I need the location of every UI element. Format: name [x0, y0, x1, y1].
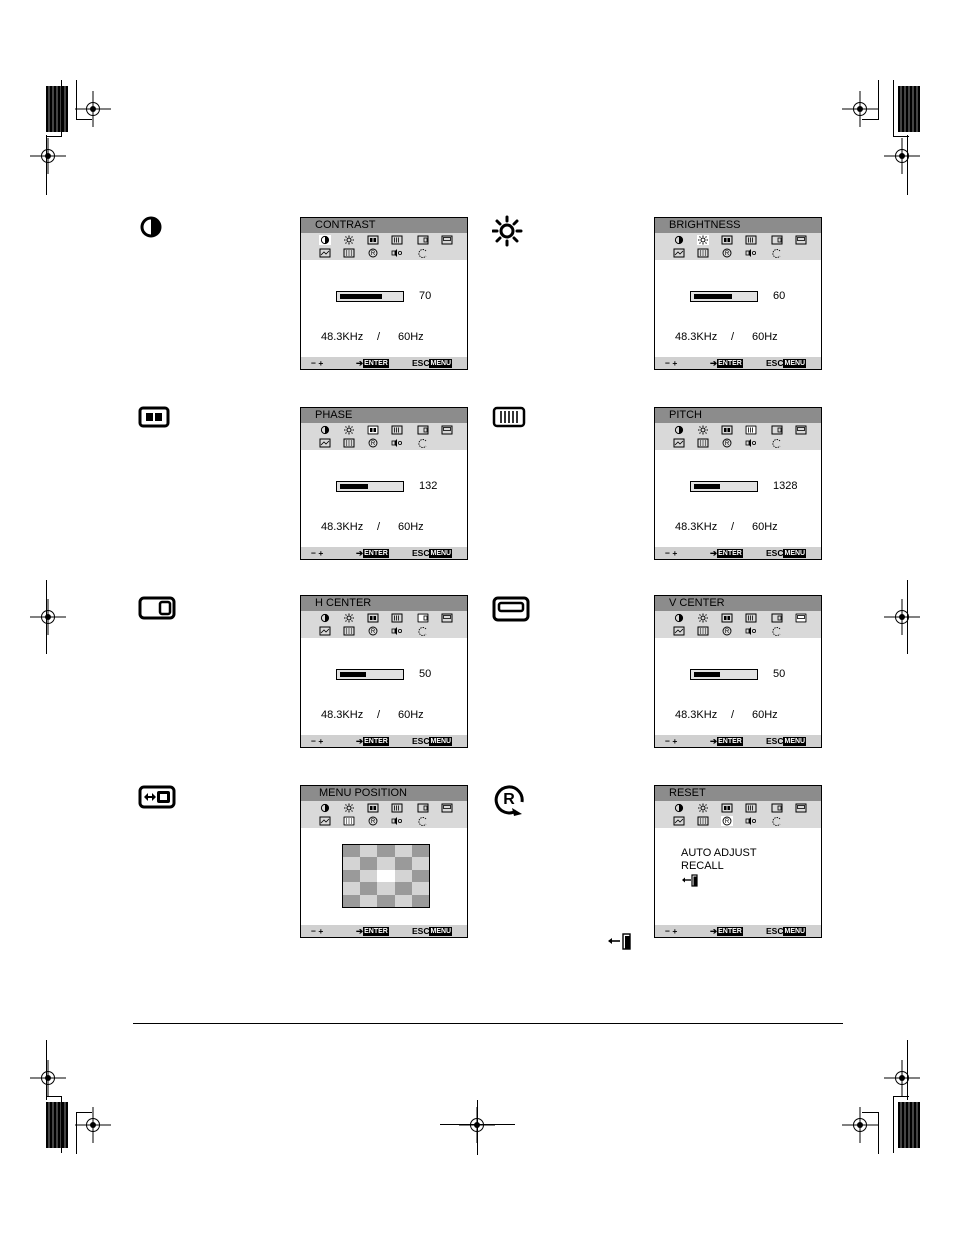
position-cell[interactable] [377, 870, 394, 882]
position-cell[interactable] [360, 882, 377, 894]
osd-exit-icon[interactable] [417, 248, 429, 258]
osd-phase-icon[interactable] [721, 803, 733, 813]
position-grid [342, 844, 430, 908]
exit-icon [606, 932, 636, 954]
esc-hint: ESCMENU [766, 926, 806, 936]
registration-target [895, 1071, 909, 1085]
enter-hint: ➔ENTER [710, 358, 742, 368]
osd-title: CONTRAST [315, 219, 376, 231]
svg-text:R: R [724, 251, 730, 258]
osd-phase-icon[interactable] [721, 235, 733, 245]
esc-hint: ESCMENU [412, 548, 452, 558]
pitch-osd-panel [654, 407, 822, 560]
osd-color-icon[interactable] [391, 816, 403, 826]
osd-contrast-icon[interactable] [673, 613, 685, 623]
brightness-value: 60 [773, 290, 786, 302]
osd-reset-icon[interactable] [721, 248, 733, 258]
osd-color-icon[interactable] [391, 626, 403, 636]
registration-blob [46, 1102, 68, 1148]
enter-hint: ➔ENTER [356, 358, 388, 368]
svg-text:R: R [724, 629, 730, 636]
v-frequency: 60Hz [398, 709, 424, 721]
osd-icon-bar [655, 801, 821, 828]
h-frequency: 48.3KHz [321, 709, 364, 721]
osd-hcenter-icon[interactable] [771, 235, 783, 245]
osd-footer [301, 357, 467, 369]
osd-menupos-icon[interactable] [319, 816, 331, 826]
osd-title: MENU POSITION [319, 787, 408, 799]
osd-menupos-icon[interactable] [319, 438, 331, 448]
osd-title-bar [655, 218, 821, 233]
adjust-hint: − + [665, 926, 678, 936]
recall-option[interactable]: RECALL [681, 860, 724, 872]
svg-text:R: R [370, 441, 376, 448]
osd-menupos-icon[interactable] [319, 626, 331, 636]
osd-exit-icon[interactable] [771, 816, 783, 826]
contrast-value: 70 [419, 290, 432, 302]
esc-hint: ESCMENU [766, 548, 806, 558]
v-frequency: 60Hz [398, 331, 424, 343]
h-center-icon [138, 594, 182, 638]
osd-pitch-icon[interactable] [745, 613, 757, 623]
osd-contrast-icon[interactable] [319, 803, 331, 813]
osd-color-icon[interactable] [391, 438, 403, 448]
osd-title-bar [301, 408, 467, 423]
osd-brightness-icon[interactable] [343, 613, 355, 623]
v-frequency: 60Hz [752, 709, 778, 721]
enter-hint: ➔ENTER [710, 548, 742, 558]
osd-hcenter-icon[interactable] [771, 425, 783, 435]
osd-footer [301, 925, 467, 937]
position-cell[interactable] [343, 870, 360, 882]
osd-reset-icon[interactable] [367, 816, 379, 826]
v-frequency: 60Hz [398, 521, 424, 533]
registration-target [86, 1118, 100, 1132]
vcenter-osd-panel [654, 595, 822, 748]
frequency-separator: / [377, 709, 381, 721]
enter-hint: ➔ENTER [710, 926, 742, 936]
osd-pitch-icon[interactable] [391, 235, 403, 245]
osd-reset-icon[interactable] [367, 626, 379, 636]
position-cell[interactable] [412, 845, 429, 857]
slider-fill [694, 672, 720, 677]
position-cell[interactable] [377, 857, 394, 869]
h-frequency: 48.3KHz [675, 521, 718, 533]
position-cell[interactable] [395, 857, 412, 869]
position-cell[interactable] [412, 857, 429, 869]
contrast-osd-panel [300, 217, 468, 370]
slider-fill [340, 484, 368, 489]
position-cell[interactable] [395, 845, 412, 857]
enter-hint: ➔ENTER [356, 548, 388, 558]
position-cell[interactable] [377, 895, 394, 907]
osd-vcenter-icon[interactable] [441, 613, 453, 623]
osd-brightness-icon[interactable] [343, 803, 355, 813]
enter-hint: ➔ENTER [710, 736, 742, 746]
osd-title-bar [655, 408, 821, 423]
adjust-hint: − + [311, 736, 324, 746]
reset-icon [492, 782, 536, 826]
position-cell[interactable] [412, 870, 429, 882]
frequency-separator: / [731, 521, 735, 533]
osd-menupos-icon[interactable] [673, 438, 685, 448]
esc-hint: ESCMENU [412, 358, 452, 368]
osd-color-icon[interactable] [745, 626, 757, 636]
adjust-hint: − + [665, 736, 678, 746]
osd-brightness-icon[interactable] [343, 425, 355, 435]
h-frequency: 48.3KHz [675, 331, 718, 343]
registration-blob [898, 1102, 920, 1148]
osd-grid-icon[interactable] [343, 816, 355, 826]
position-cell[interactable] [360, 895, 377, 907]
svg-text:R: R [370, 819, 376, 826]
osd-title: RESET [669, 787, 706, 799]
osd-exit-icon[interactable] [771, 626, 783, 636]
osd-contrast-icon[interactable] [319, 235, 331, 245]
position-cell[interactable] [395, 870, 412, 882]
osd-title-bar [655, 786, 821, 801]
svg-text:R: R [370, 251, 376, 258]
osd-icon-bar [655, 611, 821, 638]
slider-fill [694, 294, 732, 299]
adjust-hint: − + [311, 548, 324, 558]
osd-hcenter-icon[interactable] [771, 613, 783, 623]
registration-blob [46, 86, 68, 132]
osd-contrast-icon[interactable] [319, 425, 331, 435]
osd-menupos-icon[interactable] [319, 248, 331, 258]
hcenter-value: 50 [419, 668, 432, 680]
osd-brightness-icon[interactable] [343, 235, 355, 245]
osd-brightness-icon[interactable] [697, 613, 709, 623]
contrast-icon [138, 214, 182, 258]
h-frequency: 48.3KHz [321, 521, 364, 533]
osd-hcenter-icon[interactable] [417, 803, 429, 813]
osd-reset-icon[interactable] [367, 438, 379, 448]
menu-position-icon [138, 783, 182, 827]
osd-color-icon[interactable] [391, 248, 403, 258]
pitch-icon [492, 404, 536, 448]
registration-blob [898, 86, 920, 132]
exit-icon[interactable] [681, 874, 701, 888]
h-frequency: 48.3KHz [321, 331, 364, 343]
osd-phase-icon[interactable] [367, 803, 379, 813]
osd-icon-bar [655, 423, 821, 450]
osd-vcenter-icon[interactable] [795, 425, 807, 435]
osd-icon-bar [301, 801, 467, 828]
adjust-hint: − + [311, 926, 324, 936]
osd-grid-icon[interactable] [343, 248, 355, 258]
registration-target [895, 610, 909, 624]
osd-exit-icon[interactable] [417, 626, 429, 636]
osd-hcenter-icon[interactable] [417, 613, 429, 623]
osd-title: V CENTER [669, 597, 725, 609]
registration-target [41, 1071, 55, 1085]
frequency-separator: / [377, 331, 381, 343]
osd-icon-bar [301, 611, 467, 638]
esc-hint: ESCMENU [766, 736, 806, 746]
adjust-hint: − + [665, 358, 678, 368]
registration-target [853, 102, 867, 116]
osd-brightness-icon[interactable] [697, 235, 709, 245]
svg-text:R: R [724, 441, 730, 448]
v-frequency: 60Hz [752, 521, 778, 533]
position-cell[interactable] [343, 895, 360, 907]
osd-footer [301, 735, 467, 747]
osd-title-bar [301, 218, 467, 233]
osd-phase-icon[interactable] [367, 425, 379, 435]
svg-text:R: R [503, 791, 515, 808]
brightness-icon [492, 214, 536, 258]
enter-hint: ➔ENTER [356, 736, 388, 746]
osd-hcenter-icon[interactable] [417, 235, 429, 245]
frequency-separator: / [731, 331, 735, 343]
osd-vcenter-icon[interactable] [795, 803, 807, 813]
osd-color-icon[interactable] [745, 248, 757, 258]
osd-pitch-icon[interactable] [391, 803, 403, 813]
osd-grid-icon[interactable] [697, 248, 709, 258]
osd-title-bar [301, 596, 467, 611]
osd-exit-icon[interactable] [417, 438, 429, 448]
osd-vcenter-icon[interactable] [441, 425, 453, 435]
position-cell[interactable] [395, 882, 412, 894]
osd-exit-icon[interactable] [417, 816, 429, 826]
position-cell[interactable] [395, 895, 412, 907]
osd-grid-icon[interactable] [697, 626, 709, 636]
osd-footer [655, 547, 821, 559]
hcenter-slider[interactable] [336, 669, 404, 680]
registration-target [86, 102, 100, 116]
osd-pitch-icon[interactable] [745, 425, 757, 435]
vcenter-slider[interactable] [690, 669, 758, 680]
osd-reset-icon[interactable] [721, 438, 733, 448]
osd-grid-icon[interactable] [697, 816, 709, 826]
pitch-value: 1328 [773, 480, 798, 492]
osd-exit-icon[interactable] [771, 438, 783, 448]
osd-icon-bar [301, 233, 467, 260]
slider-fill [340, 672, 366, 677]
osd-contrast-icon[interactable] [673, 803, 685, 813]
osd-reset-icon[interactable] [721, 816, 733, 826]
osd-icon-bar [655, 233, 821, 260]
brightness-slider[interactable] [690, 291, 758, 302]
menu-position-osd-panel [300, 785, 468, 938]
osd-brightness-icon[interactable] [697, 425, 709, 435]
osd-title-bar [655, 596, 821, 611]
registration-target [41, 149, 55, 163]
osd-menupos-icon[interactable] [673, 816, 685, 826]
osd-grid-icon[interactable] [697, 438, 709, 448]
contrast-slider[interactable] [336, 291, 404, 302]
position-cell[interactable] [377, 845, 394, 857]
osd-menupos-icon[interactable] [673, 248, 685, 258]
osd-phase-icon[interactable] [367, 613, 379, 623]
osd-title-bar [301, 786, 467, 801]
osd-icon-bar [301, 423, 467, 450]
osd-vcenter-icon[interactable] [441, 803, 453, 813]
enter-hint: ➔ENTER [356, 926, 388, 936]
osd-grid-icon[interactable] [343, 438, 355, 448]
osd-phase-icon[interactable] [721, 613, 733, 623]
osd-hcenter-icon[interactable] [771, 803, 783, 813]
osd-brightness-icon[interactable] [697, 803, 709, 813]
osd-footer [655, 925, 821, 937]
osd-pitch-icon[interactable] [391, 613, 403, 623]
osd-contrast-icon[interactable] [319, 613, 331, 623]
v-frequency: 60Hz [752, 331, 778, 343]
osd-pitch-icon[interactable] [745, 803, 757, 813]
osd-color-icon[interactable] [745, 816, 757, 826]
osd-phase-icon[interactable] [367, 235, 379, 245]
registration-target [41, 610, 55, 624]
position-cell[interactable] [343, 845, 360, 857]
osd-menupos-icon[interactable] [673, 626, 685, 636]
position-cell[interactable] [360, 857, 377, 869]
frequency-separator: / [731, 709, 735, 721]
osd-footer [655, 357, 821, 369]
svg-text:R: R [724, 819, 730, 826]
osd-color-icon[interactable] [745, 438, 757, 448]
registration-target [853, 1118, 867, 1132]
phase-slider[interactable] [336, 481, 404, 492]
osd-hcenter-icon[interactable] [417, 425, 429, 435]
osd-exit-icon[interactable] [771, 248, 783, 258]
phase-value: 132 [419, 480, 438, 492]
osd-footer [301, 547, 467, 559]
osd-vcenter-icon[interactable] [795, 613, 807, 623]
adjust-hint: − + [665, 548, 678, 558]
slider-fill [340, 294, 382, 299]
osd-title: BRIGHTNESS [669, 219, 741, 231]
position-cell[interactable] [360, 845, 377, 857]
osd-reset-icon[interactable] [367, 248, 379, 258]
osd-vcenter-icon[interactable] [441, 235, 453, 245]
position-cell[interactable] [360, 870, 377, 882]
osd-pitch-icon[interactable] [745, 235, 757, 245]
osd-pitch-icon[interactable] [391, 425, 403, 435]
position-cell[interactable] [412, 895, 429, 907]
footer-rule [133, 1023, 843, 1024]
phase-osd-panel [300, 407, 468, 560]
h-frequency: 48.3KHz [675, 709, 718, 721]
osd-vcenter-icon[interactable] [795, 235, 807, 245]
phase-icon [138, 404, 182, 448]
esc-hint: ESCMENU [412, 926, 452, 936]
vcenter-value: 50 [773, 668, 786, 680]
position-cell[interactable] [343, 882, 360, 894]
position-cell[interactable] [343, 857, 360, 869]
esc-hint: ESCMENU [766, 358, 806, 368]
reset-osd-panel [654, 785, 822, 938]
svg-text:R: R [370, 629, 376, 636]
osd-phase-icon[interactable] [721, 425, 733, 435]
slider-fill [694, 484, 720, 489]
pitch-slider[interactable] [690, 481, 758, 492]
auto-adjust-option[interactable]: AUTO ADJUST [681, 847, 757, 859]
position-cell[interactable] [377, 882, 394, 894]
osd-title: PITCH [669, 409, 702, 421]
osd-title: PHASE [315, 409, 353, 421]
frequency-separator: / [377, 521, 381, 533]
v-center-icon [492, 594, 536, 638]
position-cell[interactable] [412, 882, 429, 894]
osd-grid-icon[interactable] [343, 626, 355, 636]
osd-footer [655, 735, 821, 747]
registration-target [895, 149, 909, 163]
adjust-hint: − + [311, 358, 324, 368]
osd-title: H CENTER [315, 597, 372, 609]
osd-reset-icon[interactable] [721, 626, 733, 636]
brightness-osd-panel [654, 217, 822, 370]
osd-contrast-icon[interactable] [673, 235, 685, 245]
osd-contrast-icon[interactable] [673, 425, 685, 435]
hcenter-osd-panel [300, 595, 468, 748]
esc-hint: ESCMENU [412, 736, 452, 746]
